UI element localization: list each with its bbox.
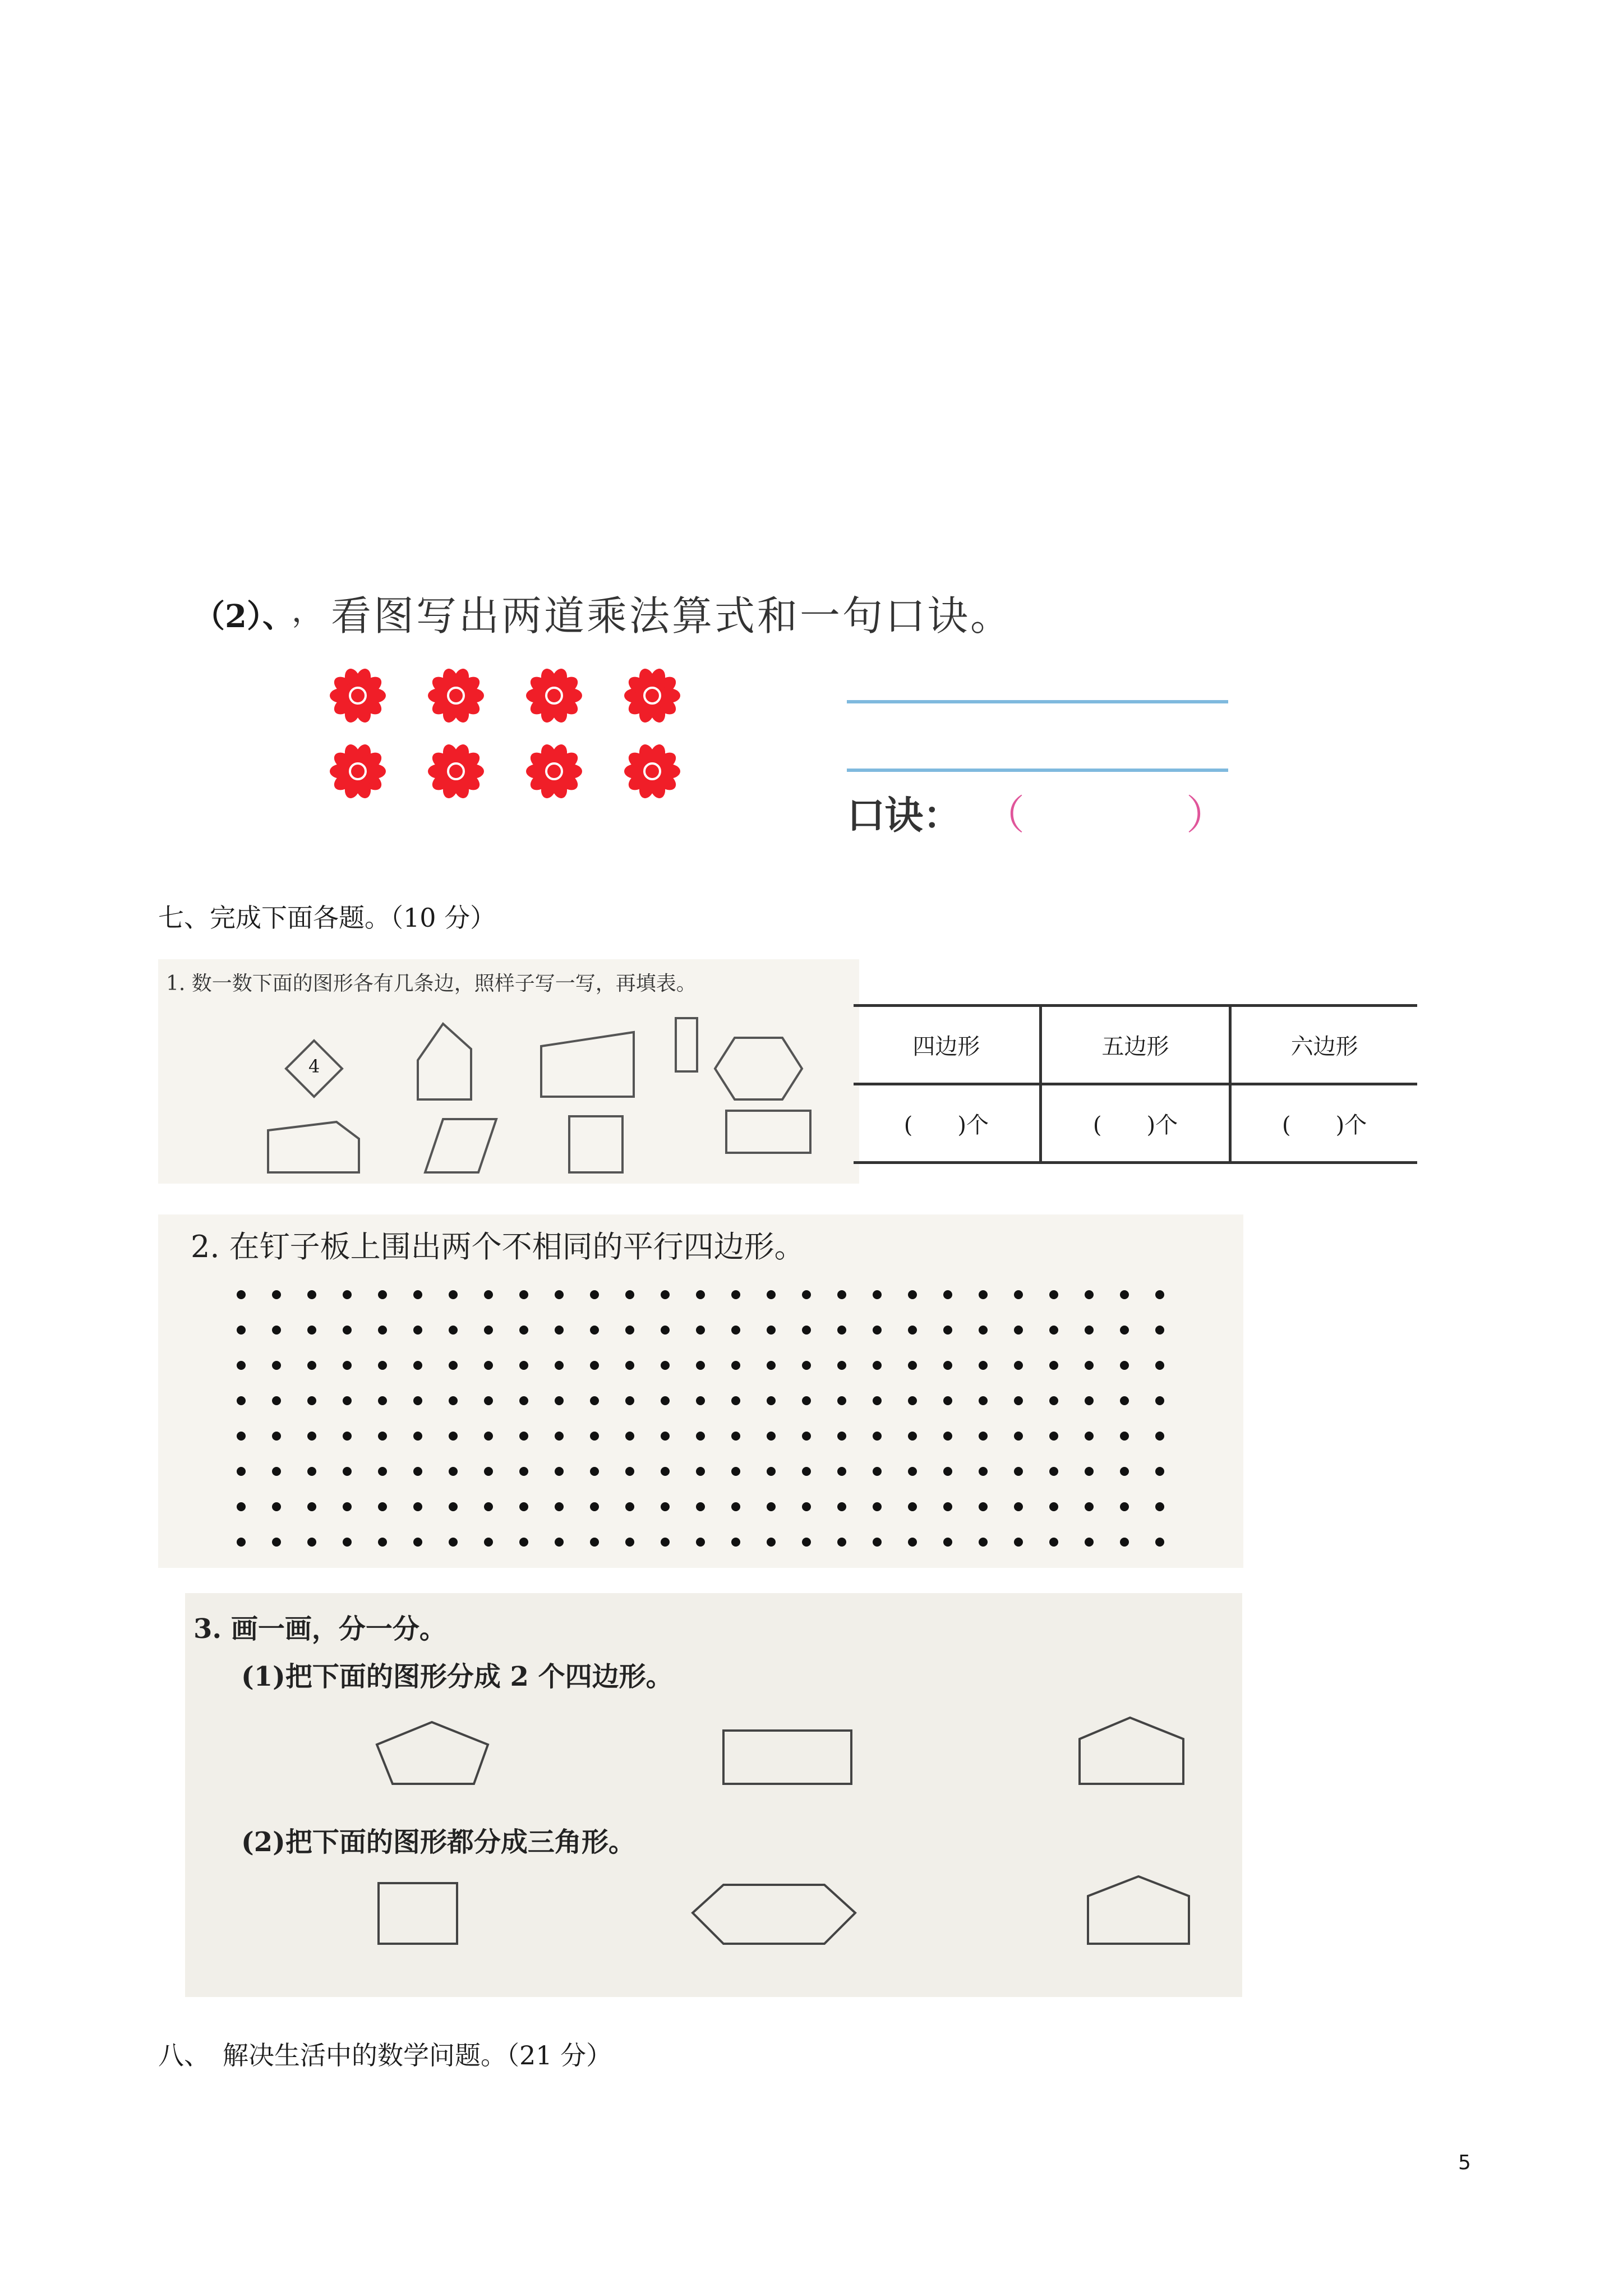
peg-dot[interactable]: [519, 1396, 528, 1405]
peg-dot[interactable]: [625, 1502, 634, 1511]
peg-dot[interactable]: [590, 1502, 599, 1511]
peg-dot[interactable]: [1014, 1290, 1023, 1299]
peg-dot[interactable]: [519, 1467, 528, 1476]
peg-dot[interactable]: [343, 1361, 352, 1370]
peg-dot[interactable]: [802, 1326, 811, 1335]
peg-dot[interactable]: [731, 1290, 740, 1299]
peg-dot[interactable]: [272, 1432, 281, 1441]
peg-dot[interactable]: [979, 1538, 988, 1547]
header-quadrilateral: 四边形: [854, 1006, 1040, 1084]
peg-dot[interactable]: [1049, 1290, 1058, 1299]
peg-dot[interactable]: [731, 1326, 740, 1335]
peg-dot[interactable]: [449, 1467, 458, 1476]
peg-dot[interactable]: [1014, 1326, 1023, 1335]
koujue-paren-close: ）: [1186, 792, 1227, 839]
koujue-label: 口诀：: [847, 793, 962, 838]
peg-dot[interactable]: [908, 1467, 917, 1476]
peg-dot[interactable]: [837, 1290, 846, 1299]
header-pentagon: 五边形: [1040, 1006, 1230, 1084]
peg-dot[interactable]: [696, 1502, 705, 1511]
peg-dot[interactable]: [1085, 1467, 1094, 1476]
peg-dot[interactable]: [519, 1290, 528, 1299]
peg-dot[interactable]: [625, 1290, 634, 1299]
peg-dot[interactable]: [1120, 1326, 1129, 1335]
peg-dot[interactable]: [767, 1467, 776, 1476]
peg-dot[interactable]: [731, 1361, 740, 1370]
peg-dot[interactable]: [378, 1326, 387, 1335]
peg-dot[interactable]: [590, 1538, 599, 1547]
peg-dot[interactable]: [413, 1432, 422, 1441]
q6-part2-dot: ，: [292, 593, 323, 629]
peg-dot[interactable]: [908, 1538, 917, 1547]
peg-dot[interactable]: [625, 1467, 634, 1476]
peg-dot[interactable]: [1049, 1432, 1058, 1441]
peg-dot[interactable]: [979, 1326, 988, 1335]
peg-dot[interactable]: [1155, 1326, 1164, 1335]
peg-dot[interactable]: [661, 1538, 670, 1547]
peg-dot[interactable]: [908, 1502, 917, 1511]
peg-dot[interactable]: [237, 1396, 246, 1405]
peg-dot[interactable]: [449, 1361, 458, 1370]
peg-dot[interactable]: [1120, 1396, 1129, 1405]
peg-dot[interactable]: [943, 1432, 952, 1441]
peg-dot[interactable]: [1155, 1432, 1164, 1441]
peg-dot[interactable]: [343, 1290, 352, 1299]
peg-dot[interactable]: [484, 1432, 493, 1441]
peg-dot[interactable]: [767, 1396, 776, 1405]
peg-dot[interactable]: [484, 1326, 493, 1335]
peg-dot[interactable]: [661, 1467, 670, 1476]
peg-dot[interactable]: [802, 1396, 811, 1405]
peg-dot[interactable]: [307, 1467, 316, 1476]
item3-panel: [185, 1593, 1242, 1997]
peg-dot[interactable]: [590, 1432, 599, 1441]
peg-dot[interactable]: [873, 1326, 882, 1335]
peg-dot[interactable]: [484, 1290, 493, 1299]
section7-heading: 七、完成下面各题。（10 分）: [158, 903, 496, 933]
peg-dot[interactable]: [1120, 1502, 1129, 1511]
peg-dot[interactable]: [696, 1467, 705, 1476]
peg-dot[interactable]: [802, 1502, 811, 1511]
peg-dot[interactable]: [555, 1361, 564, 1370]
peg-dot[interactable]: [1014, 1396, 1023, 1405]
peg-dot[interactable]: [449, 1396, 458, 1405]
peg-dot[interactable]: [272, 1538, 281, 1547]
peg-dot[interactable]: [837, 1396, 846, 1405]
peg-dot[interactable]: [272, 1467, 281, 1476]
peg-dot[interactable]: [873, 1467, 882, 1476]
peg-dot[interactable]: [1014, 1467, 1023, 1476]
peg-dot[interactable]: [237, 1467, 246, 1476]
peg-dot[interactable]: [307, 1326, 316, 1335]
peg-dot[interactable]: [343, 1326, 352, 1335]
peg-dot[interactable]: [943, 1538, 952, 1547]
peg-dot[interactable]: [555, 1467, 564, 1476]
peg-dot[interactable]: [696, 1396, 705, 1405]
peg-dot[interactable]: [837, 1538, 846, 1547]
peg-dot[interactable]: [767, 1502, 776, 1511]
header-hexagon: 六边形: [1230, 1006, 1417, 1084]
peg-dot[interactable]: [1155, 1502, 1164, 1511]
peg-dot[interactable]: [873, 1502, 882, 1511]
peg-dot[interactable]: [731, 1502, 740, 1511]
peg-dot[interactable]: [343, 1396, 352, 1405]
peg-dot[interactable]: [237, 1432, 246, 1441]
peg-dot[interactable]: [378, 1432, 387, 1441]
peg-dot[interactable]: [1085, 1326, 1094, 1335]
peg-dot[interactable]: [873, 1432, 882, 1441]
peg-dot[interactable]: [555, 1396, 564, 1405]
peg-dot[interactable]: [943, 1290, 952, 1299]
peg-dot[interactable]: [1049, 1467, 1058, 1476]
peg-dot[interactable]: [1049, 1326, 1058, 1335]
peg-dot[interactable]: [590, 1467, 599, 1476]
peg-dot[interactable]: [519, 1538, 528, 1547]
peg-dot[interactable]: [802, 1467, 811, 1476]
peg-dot[interactable]: [767, 1326, 776, 1335]
peg-dot[interactable]: [802, 1290, 811, 1299]
peg-dot[interactable]: [696, 1432, 705, 1441]
peg-dot[interactable]: [908, 1290, 917, 1299]
peg-dot[interactable]: [484, 1467, 493, 1476]
peg-dot[interactable]: [873, 1361, 882, 1370]
peg-dot[interactable]: [519, 1432, 528, 1441]
peg-dot[interactable]: [802, 1538, 811, 1547]
peg-dot[interactable]: [1014, 1538, 1023, 1547]
peg-dot[interactable]: [1085, 1361, 1094, 1370]
peg-dot[interactable]: [1049, 1538, 1058, 1547]
item1-instruction: 1. 数一数下面的图形各有几条边，照样子写一写，再填表。: [166, 972, 697, 995]
peg-dot[interactable]: [378, 1538, 387, 1547]
peg-dot[interactable]: [661, 1432, 670, 1441]
peg-dot[interactable]: [908, 1326, 917, 1335]
peg-dot[interactable]: [378, 1290, 387, 1299]
peg-dot[interactable]: [943, 1361, 952, 1370]
peg-dot[interactable]: [343, 1538, 352, 1547]
peg-dot[interactable]: [767, 1432, 776, 1441]
peg-dot[interactable]: [1120, 1290, 1129, 1299]
example-sides-label: 4: [308, 1056, 320, 1077]
item3-sub1: (1)把下面的图形分成 2 个四边形。: [241, 1661, 673, 1692]
peg-dot[interactable]: [307, 1396, 316, 1405]
peg-dot[interactable]: [1120, 1538, 1129, 1547]
peg-dot[interactable]: [449, 1326, 458, 1335]
peg-dot[interactable]: [696, 1361, 705, 1370]
peg-dot[interactable]: [979, 1432, 988, 1441]
peg-dot[interactable]: [979, 1502, 988, 1511]
peg-dot[interactable]: [272, 1502, 281, 1511]
peg-dot[interactable]: [979, 1396, 988, 1405]
peg-dot[interactable]: [837, 1467, 846, 1476]
peg-dot[interactable]: [661, 1361, 670, 1370]
peg-dot[interactable]: [837, 1326, 846, 1335]
peg-dot[interactable]: [484, 1502, 493, 1511]
peg-dot[interactable]: [449, 1538, 458, 1547]
peg-dot[interactable]: [343, 1502, 352, 1511]
peg-dot[interactable]: [661, 1326, 670, 1335]
peg-dot[interactable]: [1155, 1538, 1164, 1547]
answer-pentagon-count[interactable]: ( )个: [1040, 1084, 1230, 1163]
peg-dot[interactable]: [767, 1538, 776, 1547]
peg-dot[interactable]: [1155, 1290, 1164, 1299]
peg-dot[interactable]: [979, 1361, 988, 1370]
item3-title: 3. 画一画，分一分。: [193, 1613, 446, 1645]
peg-dot[interactable]: [343, 1432, 352, 1441]
peg-dot[interactable]: [378, 1502, 387, 1511]
peg-dot[interactable]: [1014, 1432, 1023, 1441]
peg-dot[interactable]: [1120, 1467, 1129, 1476]
item3-sub2: (2)把下面的图形都分成三角形。: [241, 1826, 635, 1858]
peg-dot[interactable]: [555, 1432, 564, 1441]
peg-dot[interactable]: [1155, 1361, 1164, 1370]
peg-dot[interactable]: [625, 1432, 634, 1441]
peg-dot[interactable]: [661, 1502, 670, 1511]
peg-dot[interactable]: [307, 1502, 316, 1511]
peg-dot[interactable]: [590, 1290, 599, 1299]
peg-dot[interactable]: [237, 1502, 246, 1511]
peg-dot[interactable]: [413, 1361, 422, 1370]
peg-dot[interactable]: [979, 1290, 988, 1299]
peg-dot[interactable]: [413, 1326, 422, 1335]
peg-dot[interactable]: [590, 1326, 599, 1335]
peg-dot[interactable]: [873, 1538, 882, 1547]
q6-part2-number: （2）、: [193, 598, 294, 635]
peg-dot[interactable]: [767, 1290, 776, 1299]
peg-dot[interactable]: [484, 1396, 493, 1405]
peg-dot[interactable]: [731, 1467, 740, 1476]
peg-dot[interactable]: [378, 1396, 387, 1405]
peg-dot[interactable]: [413, 1290, 422, 1299]
peg-dot[interactable]: [943, 1326, 952, 1335]
peg-dot[interactable]: [661, 1396, 670, 1405]
peg-dot[interactable]: [908, 1396, 917, 1405]
peg-dot[interactable]: [1085, 1396, 1094, 1405]
peg-dot[interactable]: [1014, 1361, 1023, 1370]
peg-dot[interactable]: [272, 1361, 281, 1370]
peg-dot[interactable]: [555, 1502, 564, 1511]
peg-dot[interactable]: [837, 1432, 846, 1441]
peg-dot[interactable]: [237, 1538, 246, 1547]
peg-dot[interactable]: [555, 1290, 564, 1299]
peg-dot[interactable]: [1085, 1538, 1094, 1547]
peg-dot[interactable]: [625, 1361, 634, 1370]
peg-dot[interactable]: [837, 1361, 846, 1370]
peg-dot[interactable]: [272, 1326, 281, 1335]
peg-dot[interactable]: [519, 1502, 528, 1511]
peg-dot[interactable]: [1085, 1432, 1094, 1441]
peg-dot[interactable]: [837, 1502, 846, 1511]
peg-dot[interactable]: [873, 1290, 882, 1299]
peg-dot[interactable]: [555, 1538, 564, 1547]
peg-dot[interactable]: [696, 1290, 705, 1299]
peg-dot[interactable]: [449, 1432, 458, 1441]
page-number: 5: [1458, 2151, 1471, 2174]
peg-dot[interactable]: [307, 1361, 316, 1370]
peg-dot[interactable]: [696, 1326, 705, 1335]
peg-dot[interactable]: [1049, 1396, 1058, 1405]
peg-dot[interactable]: [943, 1396, 952, 1405]
peg-dot[interactable]: [731, 1538, 740, 1547]
peg-dot[interactable]: [449, 1290, 458, 1299]
peg-dot[interactable]: [272, 1290, 281, 1299]
peg-dot[interactable]: [1155, 1467, 1164, 1476]
peg-dot[interactable]: [979, 1467, 988, 1476]
q6-part2-instruction: 看图写出两道乘法算式和一句口诀。: [331, 592, 1013, 639]
peg-dot[interactable]: [484, 1361, 493, 1370]
peg-dot[interactable]: [696, 1538, 705, 1547]
peg-dot[interactable]: [413, 1502, 422, 1511]
answer-quadrilateral-count[interactable]: ( )个: [854, 1084, 1040, 1163]
peg-dot[interactable]: [802, 1361, 811, 1370]
peg-dot[interactable]: [378, 1467, 387, 1476]
section8-heading: 八、 解决生活中的数学问题。（21 分）: [158, 2040, 612, 2070]
peg-dot[interactable]: [1085, 1502, 1094, 1511]
peg-dot[interactable]: [307, 1538, 316, 1547]
peg-dot[interactable]: [413, 1467, 422, 1476]
peg-dot[interactable]: [272, 1396, 281, 1405]
peg-dot[interactable]: [625, 1396, 634, 1405]
peg-dot[interactable]: [343, 1467, 352, 1476]
peg-dot[interactable]: [1085, 1290, 1094, 1299]
peg-dot[interactable]: [943, 1502, 952, 1511]
peg-dot[interactable]: [413, 1396, 422, 1405]
peg-dot[interactable]: [378, 1361, 387, 1370]
peg-dot[interactable]: [731, 1432, 740, 1441]
peg-dot[interactable]: [237, 1361, 246, 1370]
peg-dot[interactable]: [661, 1290, 670, 1299]
answer-hexagon-count[interactable]: ( )个: [1230, 1084, 1417, 1163]
item2-instruction: 2. 在钉子板上围出两个不相同的平行四边形。: [191, 1229, 805, 1264]
peg-dot[interactable]: [943, 1467, 952, 1476]
peg-dot[interactable]: [484, 1538, 493, 1547]
peg-dot[interactable]: [237, 1326, 246, 1335]
peg-dot[interactable]: [731, 1396, 740, 1405]
peg-dot[interactable]: [1049, 1361, 1058, 1370]
peg-dot[interactable]: [590, 1361, 599, 1370]
peg-dot[interactable]: [1120, 1361, 1129, 1370]
peg-dot[interactable]: [1120, 1432, 1129, 1441]
peg-dot[interactable]: [873, 1396, 882, 1405]
peg-dot[interactable]: [555, 1326, 564, 1335]
peg-dot[interactable]: [449, 1502, 458, 1511]
peg-dot[interactable]: [590, 1396, 599, 1405]
peg-dot[interactable]: [1155, 1396, 1164, 1405]
peg-dot[interactable]: [908, 1361, 917, 1370]
peg-dot[interactable]: [237, 1290, 246, 1299]
peg-dot[interactable]: [908, 1432, 917, 1441]
peg-dot[interactable]: [519, 1326, 528, 1335]
peg-dot[interactable]: [625, 1538, 634, 1547]
peg-dot[interactable]: [307, 1432, 316, 1441]
peg-dot[interactable]: [802, 1432, 811, 1441]
koujue-paren-open: （: [984, 792, 1025, 839]
peg-dot[interactable]: [767, 1361, 776, 1370]
peg-dot[interactable]: [625, 1326, 634, 1335]
peg-dot[interactable]: [519, 1361, 528, 1370]
peg-dot[interactable]: [1049, 1502, 1058, 1511]
peg-dot[interactable]: [1014, 1502, 1023, 1511]
peg-dot[interactable]: [307, 1290, 316, 1299]
peg-dot[interactable]: [413, 1538, 422, 1547]
